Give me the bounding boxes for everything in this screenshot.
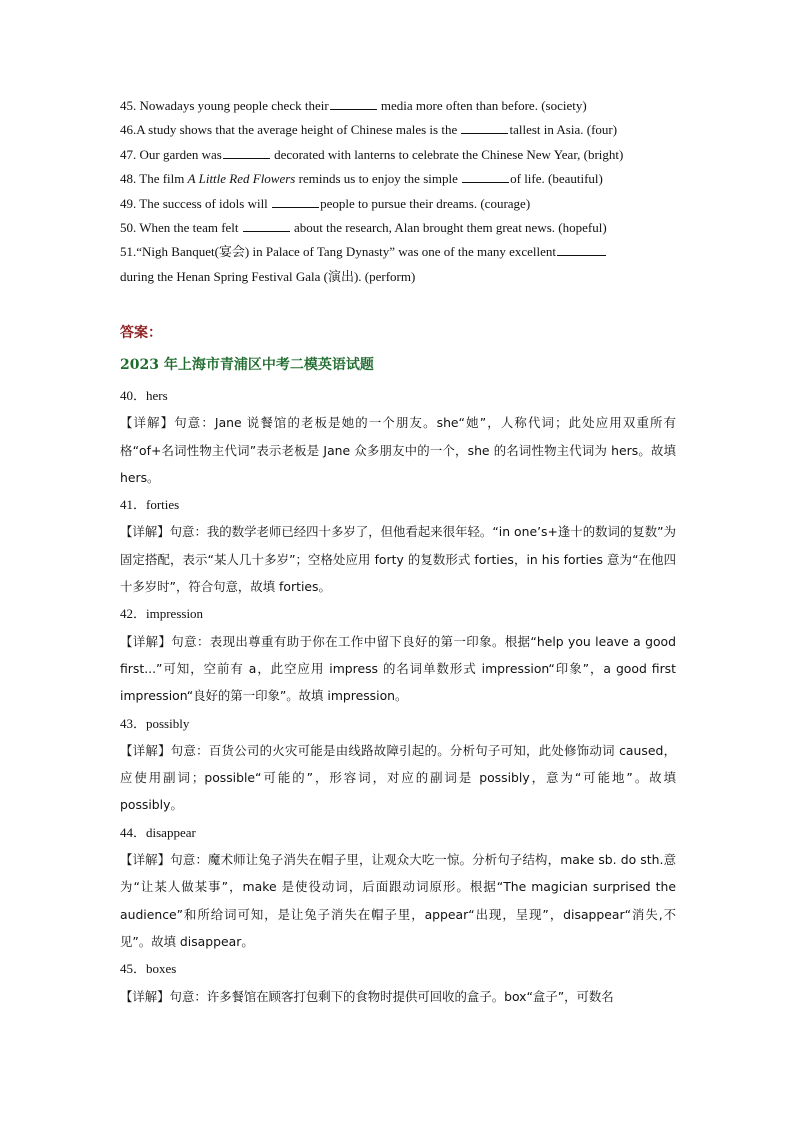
answer-list: [120, 382, 676, 1010]
question-49: 49. The success of idols will people to pursue their dreams. (courage): [120, 195, 531, 211]
question-51: 51.“Nigh Banquet(宴会) in Palace of Tang Dynasty” was one of the many excellent: [120, 240, 680, 264]
answer-blank: [461, 123, 508, 134]
answer-blank: [223, 148, 270, 159]
answer-44: 44．disappear: [120, 824, 196, 840]
answer-blank: [557, 245, 606, 256]
answer-43: 43．possibly: [120, 715, 190, 731]
answer-41: 41．forties: [120, 497, 180, 513]
section-title: 2023 年上海市青浦区中考二模英语试题: [120, 357, 374, 373]
answer-42-detail: 【详解】句意：表现出尊重有助于你在工作中留下良好的第一印象。根据“help you leave a good first...”可知，空前有 a，此空应用 impress 的名词单数形式 impression“印象”，a good first impression“良好的第一印象”。故填 impression。: [120, 633, 676, 704]
answer-40: 40．hers: [120, 388, 168, 403]
question-47: 47. Our garden was decorated with lanterns to celebrate the Chinese New Year, (bright): [120, 146, 624, 162]
question-46: 46.A study shows that the average height of Chinese males is the tallest in Asia. (four): [120, 122, 618, 138]
answer-45: 45．boxes: [120, 961, 177, 977]
film-title: A Little Red Flowers: [187, 171, 296, 187]
question-48: 48. The film A Little Red Flowers reminds us to enjoy the simple of life. (beautiful): [120, 171, 603, 187]
answer-44-detail: 【详解】句意：魔术师让兔子消失在帽子里，让观众大吃一惊。分析句子结构，make sb. do sth.意为“让某人做某事”，make 是使役动词，后面跟动词原形。根据“The magician surprised the audience”和所给词可知，是让兔子消失在帽子里，appear“出现，呈现”，disappear“消失,不见”。故填 disappear。: [120, 852, 676, 949]
answer-42: 42．impression: [120, 606, 204, 622]
answer-45-detail: 【详解】句意：许多餐馆在顾客打包剩下的食物时提供可回收的盒子。box“盒子”，可数名: [120, 988, 614, 1004]
question-51-continued: during the Henan Spring Festival Gala (演出). (perform): [120, 268, 416, 284]
answer-blank: [330, 99, 377, 110]
question-45: 45. Nowadays young people check their media more often than before. (society): [120, 98, 587, 113]
answer-43-detail: 【详解】句意：百货公司的火灾可能是由线路故障引起的。分析句子可知，此处修饰动词 caused，应使用副词；possible“可能的”，形容词，对应的副词是 possibly，意为“可能地”。故填 possibly。: [120, 742, 676, 813]
answers-label: 答案：: [120, 325, 162, 341]
question-list: [120, 94, 680, 289]
answer-40-detail: 【详解】句意：Jane 说餐馆的老板是她的一个朋友。she“她”，人称代词；此处应用双重所有格“of+名词性物主代词”表示老板是 Jane 众多朋友中的一个，she 的名词性物主代词为 hers。故填 hers。: [120, 415, 676, 485]
answer-blank: [462, 172, 509, 183]
answer-41-detail: 【详解】句意：我的数学老师已经四十多岁了，但他看起来很年轻。“in one’s+逢十的数词的复数”为固定搭配，表示“某人几十多岁”；空格处应用 forty 的复数形式 forties，in his forties 意为“在他四十多岁时”，符合句意，故填 forties。: [120, 524, 676, 595]
question-50: 50. When the team felt about the research, Alan brought them great news. (hopeful): [120, 220, 607, 236]
answer-blank: [243, 221, 290, 232]
answer-blank: [272, 197, 319, 208]
